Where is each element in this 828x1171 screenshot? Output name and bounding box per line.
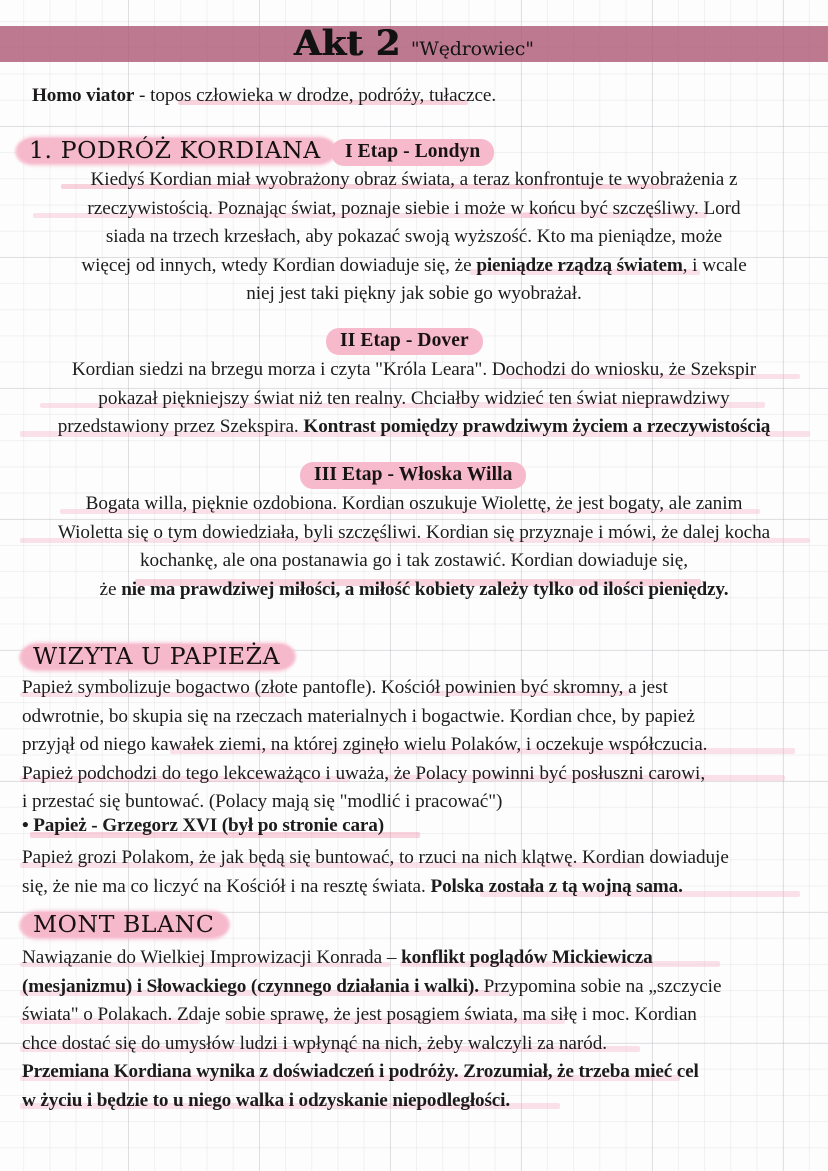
papiez-closing-paragraph: Papież grozi Polakom, że jak będą się buntować, to rzuci na nich klątwę. Kordian dowiaduje się, że nie ma co liczyć na Kościół i na resztę świata. Polska została z tą wojną sama. [22, 847, 729, 897]
bold-phrase-kontrast: Kontrast pomiędzy prawdziwym życiem a rzeczywistością [303, 416, 771, 437]
papiez-paragraph: Papież symbolizuje bogactwo (złote pantofle). Kościół powinien być skromny, a jest odwrotnie, bo skupia się na rzeczach materialnych i bogactwie. Kordian chce, by papież przyjął od niego kawałek ziemi, na której zginęło wielu Polaków, i oczekuje współczucia. Papież podchodzi do tego lekceważąco i uważa, że Polacy powinni być posłuszni carowi, i przestać się buntować. (Polacy mają się "modlić i pracować") [22, 677, 708, 812]
homo-viator-term: Homo viator [32, 85, 135, 106]
page-subtitle: "Wędrowiec" [410, 37, 534, 60]
title-banner [0, 22, 828, 64]
stage-i-paragraph: Kiedyś Kordian miał wyobrażony obraz świata, a teraz konfrontuje te wyobrażenia z rzeczywistością. Poznając świat, poznaje siebie i może w końcu być szczęśliwy. Lord siada na trzech krzesłach, aby pokazać swoją wyższość. Kto ma pieniądze, może więcej od innych, wtedy Kordian dowiaduje się, że pieniądze rządzą światem, i wcale niej jest taki piękny jak sobie go wyobrażał. [81, 169, 747, 304]
papiez-bullet-line: • Papież - Grzegorz XVI (był po stronie cara) [22, 815, 384, 836]
bold-phrase-milosc: nie ma prawdziwej miłości, a miłość kobiety zależy tylko od ilości pieniędzy. [121, 578, 729, 600]
mont-blanc-paragraph: Nawiązanie do Wielkiej Improwizacji Konrada – konflikt poglądów Mickiewicza (mesjanizmu) i Słowackiego (czynnego działania i walki). Przypomina sobie na „szczycie świata" o Polakach. Zdaje sobie sprawę, że jest posągiem świata, ma siłę i moc. Kordian chce dostać się do umysłów ludzi i wpłynąć na nich, żeby walczyli za naród. Przemiana Kordiana wynika z doświadczeń i podróży. Zrozumiał, że trzeba mieć cel w życiu i będzie to u niego walka i odzyskanie niepodległości. [22, 947, 722, 1111]
stage-ii-paragraph: Kordian siedzi na brzegu morza i czyta "Króla Leara". Dochodzi do wniosku, że Szekspir pokazał piękniejszy świat niż ten realny. Chciałby widzieć ten świat nieprawdziwy przedstawiony przez Szekspira. Kontrast pomiędzy prawdziwym życiem a rzeczywistością [57, 359, 771, 437]
bold-phrase-przemiana-1: Przemiana Kordiana wynika z doświadczeń i podróży. Zrozumiał, że trzeba mieć cel [22, 1061, 699, 1082]
homo-viator-line [32, 82, 732, 111]
heading-podroz-kordiana: 1. PODRÓŻ KORDIANA [18, 136, 334, 166]
stage-iii-paragraph: Bogata willa, pięknie ozdobiona. Kordian oszukuje Wiolettę, że jest bogaty, ale zanim Wioletta się o tym dowiedziała, byli szczęśliwi. Kordian się przyznaje i mówi, że dalej kocha kochankę, ale ona postanawia go i tak zostawić. Kordian dowiaduje się, że nie ma prawdziwej miłości, a miłość kobiety zależy tylko od ilości pieniędzy. [57, 493, 771, 600]
stage-label-iii-etap: III Etap - Włoska Willa [300, 462, 526, 489]
bold-phrase-polska-sama: Polska została z tą wojną sama. [430, 875, 683, 897]
stage-label-i-etap: I Etap - Londyn [331, 139, 494, 166]
bold-phrase-mesjanizm: (mesjanizmu) i Słowackiego (czynnego działania i walki). [22, 975, 479, 997]
heading-mont-blanc: MONT BLANC [22, 910, 227, 940]
bold-phrase-przemiana-2: w życiu i będzie to u niego walka i odzyskanie niepodległości. [22, 1089, 511, 1111]
heading-wizyta-u-papieza: WIZYTA U PAPIEŻA [22, 642, 293, 672]
stage-label-ii-etap: II Etap - Dover [326, 328, 483, 355]
bold-phrase-pieniadze: pieniądze rządzą światem [476, 254, 683, 276]
homo-viator-definition: - topos człowieka w drodze, podróży, tułaczce. [134, 85, 497, 106]
bold-phrase-konflikt: konflikt poglądów Mickiewicza [401, 947, 653, 968]
page-title: Akt 2 [294, 22, 401, 64]
